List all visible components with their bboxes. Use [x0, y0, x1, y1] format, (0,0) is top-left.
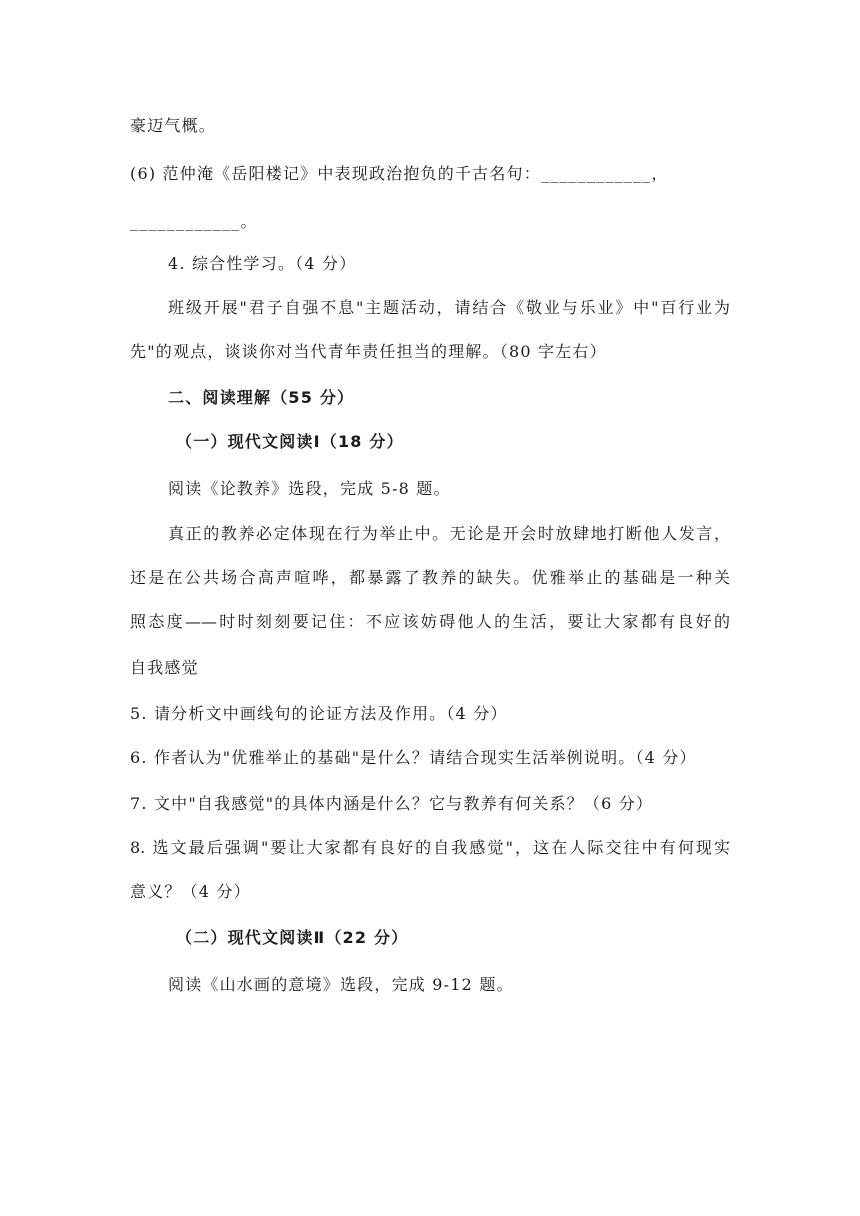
- question-8: 8. 选文最后强调"要让大家都有良好的自我感觉"，这在人际交往中有何现实: [130, 838, 730, 857]
- question-4-heading: 4. 综合性学习。（4 分）: [168, 254, 357, 273]
- question-7: 7. 文中"自我感觉"的具体内涵是什么？它与教养有何关系？（6 分）: [130, 794, 654, 813]
- question-4-text: 班级开展"君子自强不息"主题活动，请结合《敬业与乐业》中"百行业为: [168, 298, 730, 317]
- question-6: 6. 作者认为"优雅举止的基础"是什么？请结合现实生活举例说明。（4 分）: [130, 748, 697, 767]
- subsection-heading: （二）现代文阅读Ⅱ（22 分）: [176, 928, 409, 947]
- passage-line: 还是在公共场合高声喧哗，都暴露了教养的缺失。优雅举止的基础是一种关: [130, 568, 730, 587]
- question-6-line: (6) 范仲淹《岳阳楼记》中表现政治抱负的千古名句：____________，: [130, 164, 669, 183]
- question-6-blank: ____________。: [130, 212, 258, 231]
- text-line: 豪迈气概。: [130, 116, 217, 135]
- question-5: 5. 请分析文中画线句的论证方法及作用。（4 分）: [130, 704, 508, 723]
- question-4-text: 先"的观点，谈谈你对当代青年责任担当的理解。（80 字左右）: [130, 342, 607, 361]
- passage-line: 真正的教养必定体现在行为举止中。无论是开会时放肆地打断他人发言，: [168, 524, 730, 543]
- passage-line: 照态度——时时刻刻要记住：不应该妨碍他人的生活，要让大家都有良好的: [130, 612, 730, 631]
- subsection-heading: （一）现代文阅读Ⅰ（18 分）: [176, 432, 404, 451]
- question-8: 意义？（4 分）: [130, 882, 251, 901]
- reading-instruction: 阅读《山水画的意境》选段，完成 9-12 题。: [168, 975, 514, 994]
- section-heading: 二、阅读理解（55 分）: [168, 388, 355, 407]
- reading-instruction: 阅读《论教养》选段，完成 5-8 题。: [168, 479, 451, 498]
- passage-line: 自我感觉: [130, 658, 199, 677]
